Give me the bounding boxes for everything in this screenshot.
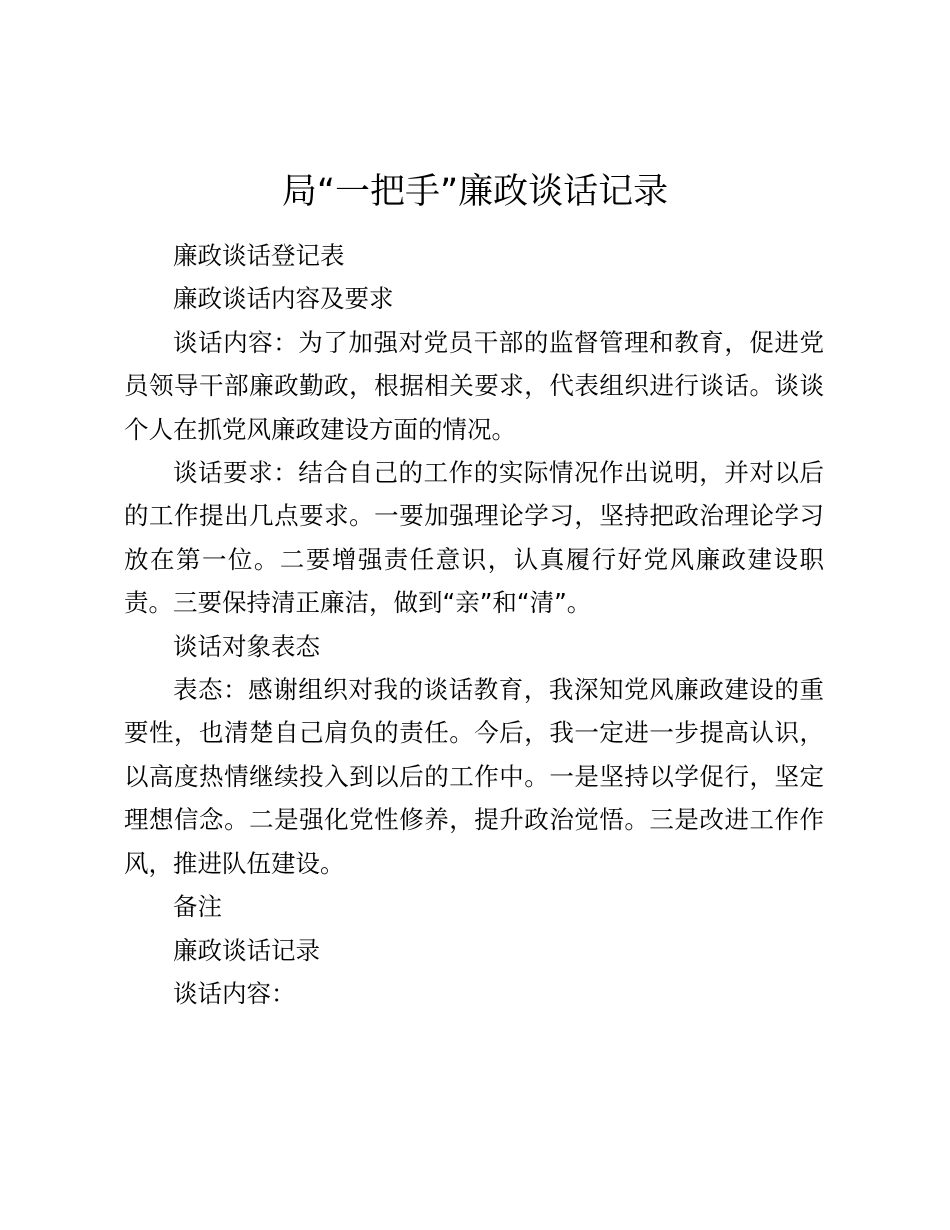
paragraph-talk-content-label: 谈话内容： [173, 978, 296, 1008]
paragraph-subject-statement-heading: 谈话对象表态 [173, 631, 320, 661]
paragraph-talk-requirements: 谈话要求：结合自己的工作的实际情况作出说明，并对以后的工作提出几点要求。一要加强理论学习，坚持把政治理论学习放在第一位。二要增强责任意识，认真履行好党风廉政建设职责。三要保持清正廉洁，做到“亲”和“清”。 [124, 458, 824, 618]
paragraph-talk-record-heading: 廉政谈话记录 [173, 935, 320, 965]
paragraph-talk-content: 谈话内容：为了加强对党员干部的监督管理和教育，促进党员领导干部廉政勤政，根据相关要求，代表组织进行谈话。谈谈个人在抓党风廉政建设方面的情况。 [124, 327, 824, 444]
document-title: 局“一把手”廉政谈话记录 [281, 172, 669, 212]
paragraph-subject-statement: 表态：感谢组织对我的谈话教育，我深知党风廉政建设的重要性，也清楚自己肩负的责任。今后，我一定进一步提高认识，以高度热情继续投入到以后的工作中。一是坚持以学促行，坚定理想信念。二是强化党性修养，提升政治觉悟。三是改进工作作风，推进队伍建设。 [124, 675, 824, 878]
document-body [124, 234, 824, 1015]
paragraph-registration-form: 廉政谈话登记表 [173, 241, 345, 270]
paragraph-content-requirements-heading: 廉政谈话内容及要求 [173, 284, 394, 314]
paragraph-remarks: 备注 [173, 892, 222, 922]
